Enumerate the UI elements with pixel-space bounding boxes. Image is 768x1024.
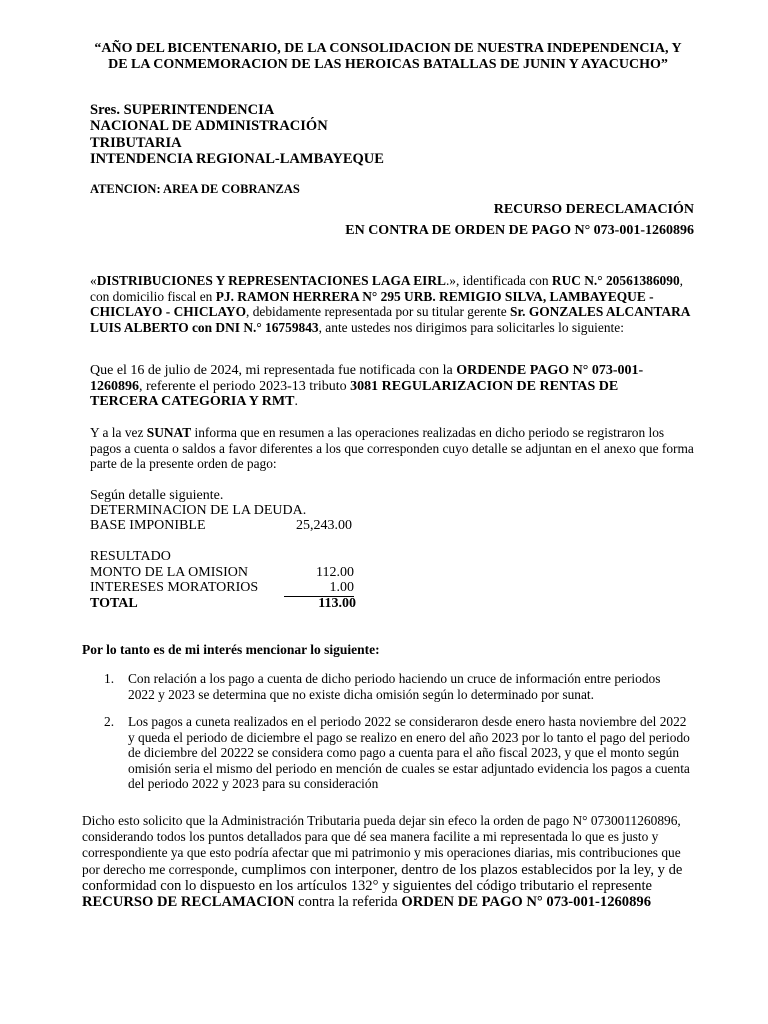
sunat-text-2: informa que en resumen a las operaciones realizadas en dicho periodo se registraron los pagos a cuenta o saldos a favor diferentes a los que corresponden cuyo detalle se adjuntan en el anexo que forma parte de la presente orden de pago: bbox=[90, 425, 694, 471]
intro-paragraph bbox=[90, 273, 695, 335]
notice-paragraph bbox=[90, 363, 650, 410]
recurso-title: RECURSO DE RECLAMACION bbox=[82, 894, 295, 911]
intro-text-2: .», identificada con bbox=[445, 273, 552, 288]
sunat-name: SUNAT bbox=[146, 425, 192, 440]
addressee-line-1: Sres. SUPERINTENDENCIA bbox=[90, 102, 275, 118]
addressee-line-4: INTENDENCIA REGIONAL-LAMBAYEQUE bbox=[90, 150, 384, 167]
list-item-text: Los pagos a cuneta realizados en el periodo 2022 se consideraron desde enero hasta noviembre del 2022 y queda el periodo de diciembre el pago se realizo en enero del año 2023 por lo tanto el pago del periodo de diciembre del 20222 se considera como pago a cuenta para el año fiscal 2023, y que el monto según omisión seria el mismo del periodo en mención de cuales se estar adjuntado evidencia los pagos a cuenta del periodo 2022 y 2023 para su consideración bbox=[128, 714, 690, 791]
list-item-number: 2. bbox=[104, 714, 115, 729]
addressee-line-3: TRIBUTARIA bbox=[90, 134, 182, 151]
base-label: BASE IMPONIBLE bbox=[90, 518, 206, 533]
detail-heading: DETERMINACION DE LA DEUDA. bbox=[90, 503, 307, 518]
order-number: ORDENDE PAGO N° 073-001-1260896 bbox=[90, 363, 644, 394]
list-item bbox=[104, 671, 684, 702]
subject-line-1: RECURSO DERECLAMACIÓN bbox=[493, 202, 694, 217]
statement-heading: Por lo tanto es de mi interés mencionar lo siguiente: bbox=[82, 642, 380, 657]
notice-text-1: Que el 16 de julio de 2024, mi representada fue notificada con la bbox=[90, 363, 457, 378]
fiscal-address: PJ. RAMON HERRERA N° 295 URB. REMIGIO SILVA, LAMBAYEQUE - CHICLAYO - CHICLAYO bbox=[90, 288, 654, 319]
intro-text-4: , debidamente representada por su titular gerente bbox=[246, 304, 510, 319]
sunat-paragraph bbox=[90, 425, 695, 472]
total-label: TOTAL bbox=[90, 596, 138, 611]
base-value: 25,243.00 bbox=[296, 518, 352, 533]
closing-text-1: Dicho esto solicito que la Administración Tributaria pueda dejar sin efeco la orden de pago N° 0730011260896, considerando todos los puntos detallados para que dé sea manera facilite a mi representada lo que es justo y correspondiente ya que esto podría afectar que mi patrimonio y mis operaciones diarias, mis contribuciones que por derecho me corresponde bbox=[82, 813, 681, 877]
detail-intro: Según detalle siguiente. bbox=[90, 488, 224, 503]
intro-text-3: , con domicilio fiscal en bbox=[90, 273, 683, 304]
closing-paragraph bbox=[82, 813, 692, 910]
intro-text-1: « bbox=[90, 273, 97, 288]
list-item-text: Con relación a los pago a cuenta de dicho periodo haciendo un cruce de información entre periodos 2022 y 2023 se determina que no existe dicha omisión según lo determinado por sunat. bbox=[128, 671, 661, 702]
closing-order-number: ORDEN DE PAGO N° 073-001-1260896 bbox=[401, 894, 651, 911]
interest-label: INTERESES MORATORIOS bbox=[90, 580, 259, 595]
omission-label: MONTO DE LA OMISION bbox=[90, 565, 249, 580]
sunat-text-1: Y a la vez bbox=[90, 425, 147, 440]
notice-text-2: , referente el periodo 2023-13 tributo bbox=[139, 378, 351, 394]
total-value: 113.00 bbox=[318, 596, 356, 611]
omission-value: 112.00 bbox=[316, 565, 354, 580]
closing-text-3: contra la referida bbox=[294, 894, 402, 911]
intro-text-5: , ante ustedes nos dirigimos para solicitarles lo siguiente: bbox=[318, 319, 624, 335]
attention-line: ATENCION: AREA DE COBRANZAS bbox=[90, 182, 300, 196]
interest-value: 1.00 bbox=[284, 580, 354, 597]
addressee-line-2: NACIONAL DE ADMINISTRACIÓN bbox=[90, 118, 328, 135]
closing-text-2: , cumplimos con interponer, dentro de los plazos establecidos por la ley, y de conformidad con lo dispuesto en los artículos 132° y siguientes del código tributario el represente bbox=[82, 861, 683, 894]
ruc-number: RUC N.° 20561386090 bbox=[551, 273, 680, 288]
list-item-number: 1. bbox=[104, 671, 115, 686]
tribute-description: 3081 REGULARIZACION DE RENTAS DE TERCERA CATEGORIA Y RMT bbox=[90, 378, 619, 409]
manager-name: Sr. GONZALES ALCANTARA LUIS ALBERTO con DNI N.° 16759843 bbox=[90, 304, 690, 335]
addressee-block bbox=[90, 102, 410, 167]
notice-text-3: . bbox=[294, 394, 298, 409]
subject-line-2: EN CONTRA DE ORDEN DE PAGO N° 073-001-1260896 bbox=[345, 223, 694, 238]
company-name: DISTRIBUCIONES Y REPRESENTACIONES LAGA EIRL bbox=[96, 273, 446, 288]
list-item bbox=[104, 714, 694, 792]
result-label: RESULTADO bbox=[90, 549, 171, 564]
header-title: “AÑO DEL BICENTENARIO, DE LA CONSOLIDACION DE NUESTRA INDEPENDENCIA, Y DE LA CONMEMORACION DE LAS HEROICAS BATALLAS DE JUNIN Y AYACUCHO” bbox=[94, 41, 682, 72]
